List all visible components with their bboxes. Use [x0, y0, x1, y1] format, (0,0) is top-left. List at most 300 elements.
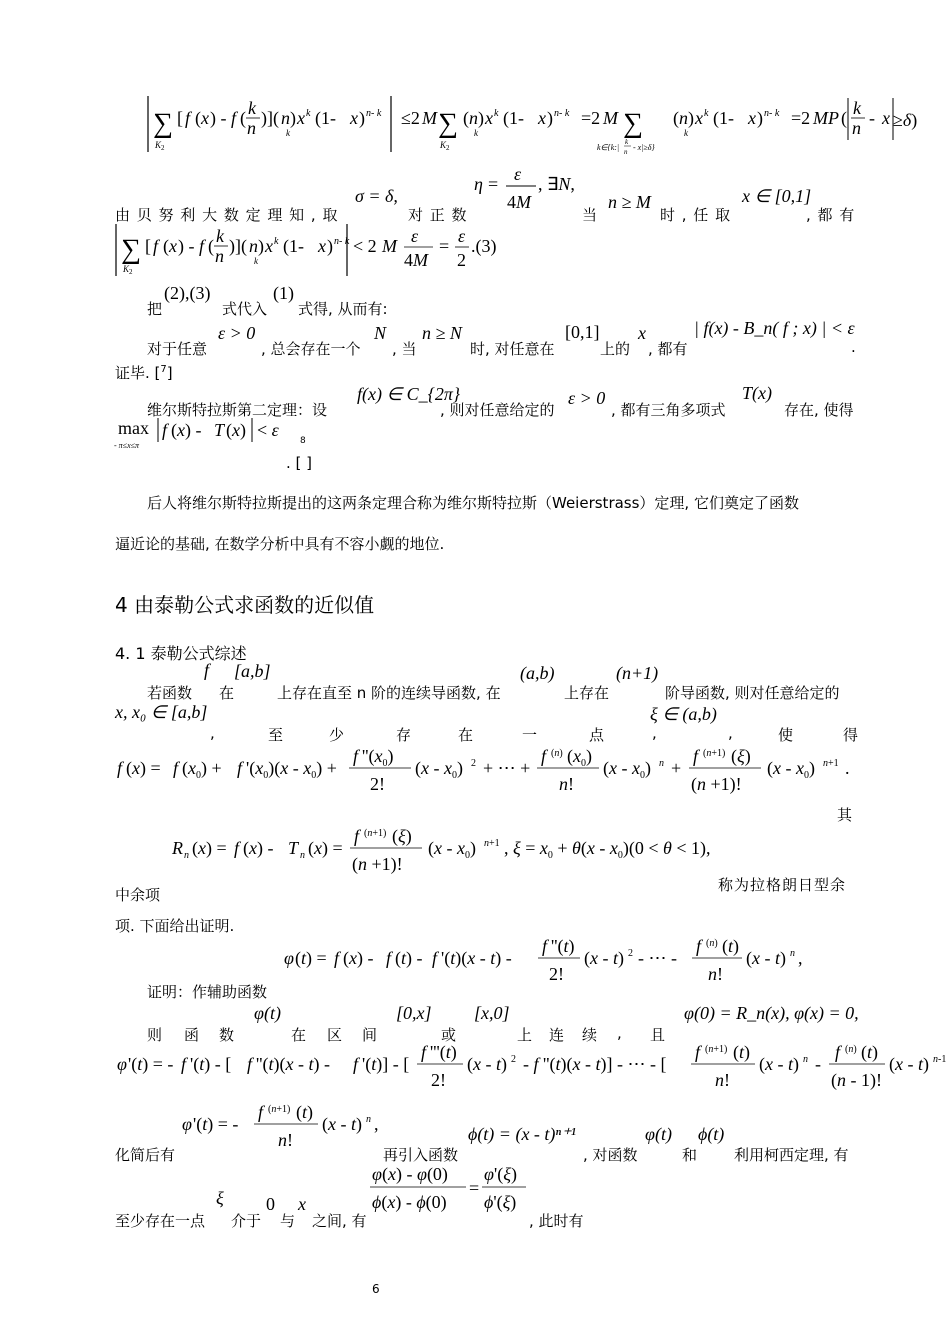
svg-text:(n +1)!: (n +1)!: [352, 854, 403, 874]
svg-text:f: f: [153, 236, 159, 256]
svg-text:'(t) = -: '(t) = -: [128, 1054, 174, 1074]
simplify-math-1: ϕ(t) = (x - t)ⁿ⁺¹: [468, 1124, 576, 1144]
svg-text:n: n: [679, 108, 688, 128]
svg-text:(n - 1)!: (n - 1)!: [831, 1070, 882, 1090]
svg-text:k: k: [474, 128, 478, 138]
weier2-text-4: 存在, 使得: [784, 401, 854, 419]
proof-end: 证毕. [$^7$]: [115, 364, 173, 382]
bernoulli-text-4: 时 , 任 取: [660, 206, 732, 224]
cont-text-12: 且: [650, 1026, 666, 1044]
svg-text:(n): (n): [706, 938, 718, 949]
taylor-text-16: 得: [843, 726, 859, 744]
cont-text-6: 间: [362, 1026, 378, 1044]
svg-text:): ): [757, 108, 763, 128]
taylor-text-3: 上存在直至 n 阶的连续导函数, 在: [277, 684, 501, 702]
svg-text:'(t) - [: '(t) - [: [190, 1054, 232, 1074]
taylor-text-6: ,: [210, 724, 215, 742]
svg-text:ε: ε: [411, 226, 419, 246]
svg-text:n: n: [659, 758, 664, 769]
svg-text:.: .: [845, 758, 850, 778]
cont-text-9: 连: [549, 1026, 565, 1044]
svg-text:(x0): $(x_0)$: [567, 746, 592, 769]
cauchy-text-1: 至少存在一点: [115, 1212, 206, 1230]
svg-text:(t): (t): [296, 1102, 314, 1122]
svg-text:) -: ) -: [210, 108, 227, 128]
weier2-math-2: ε > 0: [568, 388, 606, 408]
svg-text:!: !: [717, 964, 723, 984]
weier2-ref-bracket: . [ ]: [286, 454, 313, 472]
svg-text:MP: MP: [813, 108, 839, 128]
simplify-text-3: , 对函数: [583, 1146, 638, 1164]
taylor-text-4: 上存在: [564, 684, 610, 702]
svg-text:f: f: [181, 1054, 187, 1074]
svg-text:(ξ): (ξ): [731, 746, 751, 766]
formula-top: [145, 94, 918, 166]
weier2-max: [114, 412, 289, 452]
svg-text:k: k: [286, 128, 290, 138]
svg-text:n: n: [790, 948, 795, 959]
svg-text:(x - t): (x - t): [322, 1114, 363, 1134]
cont-text-11: ,: [617, 1024, 622, 1042]
bernoulli-text-2: 对 正 数: [408, 206, 468, 224]
svg-text:ϕ'(ξ): ϕ'(ξ): [484, 1192, 517, 1212]
svg-text:'(t)] - [: '(t)] - [: [362, 1054, 410, 1074]
any-text-2: , 总会存在一个: [261, 340, 361, 358]
any-math-4: [0,1]: [565, 322, 600, 342]
svg-text:η: η: [474, 174, 483, 194]
any-text-7: .: [851, 338, 856, 356]
simplify-text-1: 化简后有: [115, 1146, 176, 1164]
svg-text:(x0) +: $(x_0)$ +: [182, 758, 222, 781]
cont-text-5: 区: [327, 1026, 343, 1044]
svg-text:n: n: [366, 1114, 371, 1125]
bernoulli-x-interval: x ∈ [0,1]: [742, 186, 812, 206]
any-text-3: , 当: [392, 340, 417, 358]
taylor-text-15: 使: [778, 726, 794, 744]
svg-text:(n): (n): [845, 1044, 857, 1055]
svg-text:f: f: [162, 420, 168, 440]
svg-text:max: max: [118, 418, 149, 438]
svg-text:(: (: [163, 236, 169, 256]
cauchy-math-0: 0: [266, 1194, 275, 1214]
svg-text:x: x: [318, 236, 326, 256]
svg-text:- x|≥δ}: - x|≥δ}: [633, 143, 655, 152]
any-math-5: x: [638, 323, 646, 343]
bernoulli-text-1: 由 贝 努 利 大 数 定 理 知 , 取: [115, 206, 339, 224]
svg-text:n- k: n- k: [366, 108, 382, 119]
svg-text:,: ,: [374, 1114, 379, 1134]
cauchy-text-4: 之间, 有: [312, 1212, 367, 1230]
svg-text:∑: ∑: [438, 108, 458, 139]
sub-text-3: 式得, 从而有:: [298, 300, 388, 318]
bernoulli-sigma: σ = δ,: [355, 186, 398, 206]
svg-text:< ε: < ε: [257, 420, 279, 440]
svg-text:K2: $K_2$: [123, 264, 133, 276]
svg-text:n: n: [715, 1070, 724, 1090]
svg-text:2!: 2!: [431, 1070, 446, 1090]
svg-text:n: n: [247, 118, 256, 138]
weier2-math-3: T(x): [742, 383, 772, 403]
svg-text:n- k: n- k: [554, 108, 570, 119]
svg-text:x: x: [169, 236, 177, 256]
svg-text:(: (: [208, 236, 214, 256]
any-math-2: N: [374, 323, 387, 343]
svg-text:f: f: [185, 108, 191, 128]
svg-text:≥δ): ≥δ): [893, 110, 918, 130]
svg-text:k: k: [254, 256, 258, 266]
any-text-4: 时, 对任意在: [470, 340, 555, 358]
any-math-1: ε > 0: [218, 323, 256, 343]
svg-text:'''(t): '''(t): [430, 1042, 457, 1062]
svg-text:k: k: [494, 108, 499, 119]
svg-text:, ∃N,: , ∃N,: [538, 174, 575, 194]
taylor-text-5: 阶导函数, 则对任意给定的: [665, 684, 840, 702]
svg-text:)](: )](: [261, 108, 279, 128]
svg-text:n-1: n-1: [933, 1054, 947, 1065]
bernoulli-cond: n ≥ M: [608, 192, 651, 212]
cont-math-3: [x,0]: [474, 1003, 510, 1023]
svg-text:f: f: [334, 948, 340, 968]
svg-text:f: f: [542, 936, 548, 956]
svg-text:'(t) = -: '(t) = -: [193, 1114, 239, 1134]
svg-text:ϕ(x) - ϕ(0): ϕ(x) - ϕ(0): [372, 1192, 447, 1212]
svg-text:(x - x0): $(x - x_0)$: [767, 758, 815, 781]
svg-text:, ξ = x0 + θ(x - x0)(0 < θ < 1: , $\xi = x_0 + \theta(x - x_0)(0 < \theta < 1)$,: [504, 838, 711, 861]
svg-text:(n +1)!: (n +1)!: [691, 774, 742, 794]
svg-text:4M: 4M: [507, 192, 531, 212]
formula-phi: [282, 934, 812, 988]
svg-text:!: !: [568, 774, 574, 794]
cont-text-3: 数: [219, 1026, 235, 1044]
svg-text:=: =: [469, 1178, 480, 1198]
svg-text:(n+1): (n+1): [268, 1104, 291, 1115]
svg-text:)](: )](: [229, 236, 247, 256]
svg-text:+: +: [671, 758, 682, 778]
cont-text-1: 则: [147, 1026, 163, 1044]
svg-text:=2: =2: [791, 108, 811, 128]
svg-text:(x - t): (x - t): [889, 1054, 930, 1074]
svg-text:n: n: [215, 246, 224, 266]
svg-text:n: n: [559, 774, 568, 794]
svg-text:n: n: [278, 1130, 287, 1150]
svg-text:2!: 2!: [370, 774, 385, 794]
svg-text:(t): (t): [861, 1042, 879, 1062]
bernoulli-text-3: 当: [582, 206, 598, 224]
svg-text:!: !: [287, 1130, 293, 1150]
svg-text:2!: 2!: [549, 964, 564, 984]
svg-text:k: k: [306, 108, 311, 119]
svg-text:(x) -: (x) -: [343, 948, 374, 968]
svg-text:(t) =: (t) =: [295, 948, 327, 968]
svg-text:(x - x0): $(x - x_0)$: [428, 838, 476, 861]
taylor-text-11: 一: [522, 726, 538, 744]
svg-text:f: f: [696, 936, 702, 956]
svg-text:4M: 4M: [404, 250, 428, 270]
bernoulli-text-5: , 都 有: [806, 206, 856, 224]
svg-text:k: k: [216, 226, 224, 246]
simplify-text-2: 再引入函数: [383, 1146, 459, 1164]
taylor-math-n1: (n+1): [616, 663, 659, 683]
svg-text:f: f: [353, 1054, 359, 1074]
svg-text:x: x: [538, 108, 546, 128]
svg-text:f: f: [117, 758, 123, 778]
svg-text:x: x: [882, 108, 890, 128]
svg-text:- ⋯ -: - ⋯ -: [638, 948, 677, 968]
svg-text:φ: φ: [117, 1054, 127, 1074]
any-math-6: | f(x) - B_n( f ; x) | < ε: [694, 318, 855, 338]
svg-text:k: k: [625, 138, 629, 146]
svg-text:(x - x0): $(x - x_0)$: [603, 758, 651, 781]
svg-text:): ): [290, 108, 296, 128]
svg-text:n: n: [184, 850, 189, 861]
svg-text:∑: ∑: [153, 108, 173, 139]
cont-math-1: φ(t): [254, 1003, 281, 1023]
weier2-text-1: 维尔斯特拉斯第二定理：设: [147, 401, 328, 419]
svg-text:M: M: [382, 236, 397, 256]
taylor-text-1: 若函数: [147, 684, 193, 702]
taylor-text-8: 少: [329, 726, 345, 744]
svg-text:): ): [688, 108, 694, 128]
svg-text:K2: $K_2$: [440, 140, 450, 152]
section-4-heading: 4 由泰勒公式求函数的近似值: [115, 593, 375, 617]
svg-text:(1-: (1-: [713, 108, 734, 128]
svg-text:φ: φ: [182, 1114, 192, 1134]
svg-text:ε: ε: [514, 164, 522, 184]
svg-text:): ): [258, 236, 264, 256]
svg-text:(x): (x): [226, 420, 246, 440]
svg-text:,: ,: [798, 948, 803, 968]
svg-text:-: -: [869, 108, 875, 128]
svg-text:(n+1): (n+1): [364, 828, 387, 839]
svg-text:(: (: [195, 108, 201, 128]
weier2-text-3: , 都有三角多项式: [611, 401, 726, 419]
svg-text:k: k: [853, 98, 861, 118]
svg-text:=2: =2: [581, 108, 601, 128]
svg-text:x: x: [485, 108, 493, 128]
cont-math-2: [0,x]: [396, 1003, 432, 1023]
svg-text:=: =: [488, 174, 499, 194]
svg-text:2: 2: [457, 250, 466, 270]
sub-math-2: (1): [273, 283, 294, 303]
svg-text:x: x: [201, 108, 209, 128]
cauchy-fraction: [368, 1158, 533, 1216]
svg-text:f: f: [386, 948, 392, 968]
svg-text:T: T: [288, 838, 299, 858]
svg-text:[: [: [177, 108, 183, 128]
svg-text:< 2: < 2: [353, 236, 377, 256]
svg-text:k∈{k:|: k∈{k:|: [597, 143, 620, 152]
svg-text:n: n: [624, 148, 628, 156]
svg-text:≤2: ≤2: [401, 108, 420, 128]
taylor-math-x: x, x₀ ∈ [a,b]: [115, 702, 208, 722]
svg-text:k: k: [684, 128, 688, 138]
svg-text:n+1: n+1: [484, 838, 500, 849]
svg-text:(x) =: (x) =: [126, 758, 161, 778]
svg-text:(1-: (1-: [503, 108, 524, 128]
svg-text:''(t): ''(t): [551, 936, 575, 956]
cauchy-text-5: , 此时有: [529, 1212, 584, 1230]
svg-text:(x - t): (x - t): [467, 1054, 508, 1074]
svg-text:(n): (n): [551, 748, 563, 759]
svg-text:(1-: (1-: [283, 236, 304, 256]
sub-text-1: 把: [147, 300, 163, 318]
proof-intro: 项. 下面给出证明.: [115, 917, 235, 935]
taylor-text-2: 在: [219, 684, 235, 702]
svg-text:(t): (t): [722, 936, 740, 956]
cont-text-4: 在: [291, 1026, 307, 1044]
formula-remainder: [170, 822, 730, 878]
svg-text:k: k: [704, 108, 709, 119]
svg-text:(: (: [841, 108, 847, 128]
weier2-math-1: f(x) ∈ C_{2π}: [357, 384, 461, 404]
formula-top-tail: [893, 106, 950, 136]
svg-text:n: n: [708, 964, 717, 984]
weier2-ref-number: 8: [300, 436, 306, 446]
taylor-math-xi: ξ ∈ (a,b): [650, 704, 717, 724]
svg-text:(: (: [240, 108, 246, 128]
svg-text:f: f: [695, 1042, 701, 1062]
svg-text:ε: ε: [458, 226, 466, 246]
svg-text:'(x0)(x - x0) +: '$(x_0)(x - x_0)$ +: [246, 758, 337, 781]
weier2-text-2: , 则对任意给定的: [440, 401, 555, 419]
aux-function-text: 证明：作辅助函数: [147, 983, 268, 1001]
any-math-3: n ≥ N: [422, 323, 462, 343]
svg-text:[: [: [145, 236, 151, 256]
svg-text:(1-: (1-: [315, 108, 336, 128]
svg-text:) -: ) -: [178, 236, 195, 256]
svg-text:M: M: [422, 108, 437, 128]
svg-text:f: f: [354, 826, 360, 846]
sub-text-2: 式代入: [222, 300, 268, 318]
svg-text:=: =: [439, 236, 450, 256]
simplify-text-5: 利用柯西定理, 有: [734, 1146, 849, 1164]
svg-text:2: 2: [628, 948, 633, 959]
svg-text:(n+1): (n+1): [705, 1044, 728, 1055]
svg-text:+ ⋯ +: + ⋯ +: [483, 758, 531, 778]
simplify-math-2: φ(t): [645, 1124, 672, 1144]
svg-text:f: f: [353, 746, 359, 766]
svg-text:f: f: [432, 948, 438, 968]
cont-text-10: 续: [582, 1026, 598, 1044]
svg-text:f: f: [199, 236, 205, 256]
svg-text:2: 2: [471, 758, 476, 769]
svg-text:T: T: [214, 420, 225, 440]
section-4-1-heading: 4. 1 泰勒公式综述: [115, 644, 247, 663]
word-qi: 其: [837, 806, 853, 824]
lagrange-right: 称为拉格朗日型余: [718, 876, 847, 894]
svg-text:): ): [327, 236, 333, 256]
svg-text:k: k: [248, 98, 256, 118]
svg-text:''(x0): ''$(x_0)$: [362, 746, 394, 769]
formula-taylor: [115, 742, 855, 800]
simplify-math-3: ϕ(t): [698, 1124, 725, 1144]
svg-text:(x - t): (x - t): [584, 948, 625, 968]
svg-text:φ(x) - φ(0): φ(x) - φ(0): [372, 1164, 448, 1184]
svg-text:2: 2: [511, 1054, 516, 1065]
svg-text:f: f: [835, 1042, 841, 1062]
svg-text:(x - t): (x - t): [746, 948, 787, 968]
svg-text:'(t)(x - t) -: '(t)(x - t) -: [441, 948, 512, 968]
svg-text:x: x: [748, 108, 756, 128]
formula-ineq3: [113, 222, 513, 280]
svg-text:K2: $K_2$: [155, 140, 165, 152]
svg-text:∑: ∑: [623, 108, 643, 139]
svg-text:f: f: [231, 108, 237, 128]
svg-text:f: f: [234, 838, 240, 858]
taylor-text-14: ,: [728, 724, 733, 742]
cauchy-math-xi: ξ: [216, 1188, 224, 1208]
svg-text:n: n: [281, 108, 290, 128]
svg-text:(ξ): (ξ): [392, 826, 412, 846]
svg-text:φ'(ξ): φ'(ξ): [484, 1164, 517, 1184]
summary-line-2: 逼近论的基础, 在数学分析中具有不容小觑的地位.: [115, 535, 445, 553]
page-number: 6: [372, 1282, 380, 1296]
cont-math-4: φ(0) = R_n(x), φ(x) = 0,: [684, 1003, 859, 1023]
svg-text:n: n: [469, 108, 478, 128]
cauchy-text-3: 与: [280, 1212, 296, 1230]
formula-dphi: [115, 1038, 950, 1094]
svg-text:(t) -: (t) -: [395, 948, 423, 968]
svg-text:f: f: [541, 746, 547, 766]
cauchy-text-2: 介于: [231, 1212, 262, 1230]
svg-text:(x) =: (x) =: [192, 838, 227, 858]
svg-text:!: !: [724, 1070, 730, 1090]
svg-text:- f ''(t)(x - t)] - ⋯ - [: - f ''(t)(x - t)] - ⋯ - [: [523, 1054, 667, 1074]
svg-text:(x - t): (x - t): [759, 1054, 800, 1074]
svg-text:n: n: [852, 118, 861, 138]
svg-text:f: f: [247, 1054, 253, 1074]
svg-text:f: f: [421, 1042, 427, 1062]
svg-text:): ): [478, 108, 484, 128]
formula-dphi-simplified: [180, 1098, 390, 1154]
svg-text:(x) -: (x) -: [171, 420, 202, 440]
svg-text:(n+1): (n+1): [703, 748, 726, 759]
svg-text:n+1: n+1: [823, 758, 839, 769]
svg-text:(: (: [463, 108, 469, 128]
svg-text:k: k: [274, 236, 279, 247]
svg-text:n: n: [300, 850, 305, 861]
taylor-math-ab: [a,b]: [234, 661, 271, 681]
cont-text-7: 或: [441, 1026, 457, 1044]
svg-text:(x) =: (x) =: [308, 838, 343, 858]
sub-math-1: (2),(3): [164, 283, 211, 303]
taylor-math-oab: (a,b): [520, 663, 555, 683]
svg-text:f: f: [237, 758, 243, 778]
svg-text:M: M: [603, 108, 618, 128]
svg-text:(: (: [673, 108, 679, 128]
svg-text:∑: ∑: [121, 234, 141, 265]
svg-text:(t): (t): [733, 1042, 751, 1062]
lagrange-left: 中余项: [115, 886, 161, 904]
summary-line-1: 后人将维尔斯特拉斯提出的这两条定理合称为维尔斯特拉斯（Weierstrass）定理, 它们奠定了函数: [147, 494, 799, 512]
cauchy-math-x: x: [298, 1194, 306, 1214]
any-text-6: , 都有: [648, 340, 688, 358]
any-text-5: 上的: [600, 340, 631, 358]
taylor-text-13: ,: [652, 724, 657, 742]
svg-text:): ): [547, 108, 553, 128]
svg-text:-: -: [815, 1054, 821, 1074]
svg-text:n: n: [803, 1054, 808, 1065]
taylor-text-7: 至: [268, 726, 284, 744]
svg-text:.(3): .(3): [471, 236, 497, 256]
svg-text:n- k: n- k: [764, 108, 780, 119]
svg-text:''(t)(x - t) -: ''(t)(x - t) -: [256, 1054, 331, 1074]
svg-text:x: x: [695, 108, 703, 128]
svg-text:- π≤x≤π: - π≤x≤π: [114, 441, 140, 450]
cont-text-2: 函: [184, 1026, 200, 1044]
any-text-1: 对于任意: [147, 340, 208, 358]
taylor-text-9: 存: [396, 726, 412, 744]
